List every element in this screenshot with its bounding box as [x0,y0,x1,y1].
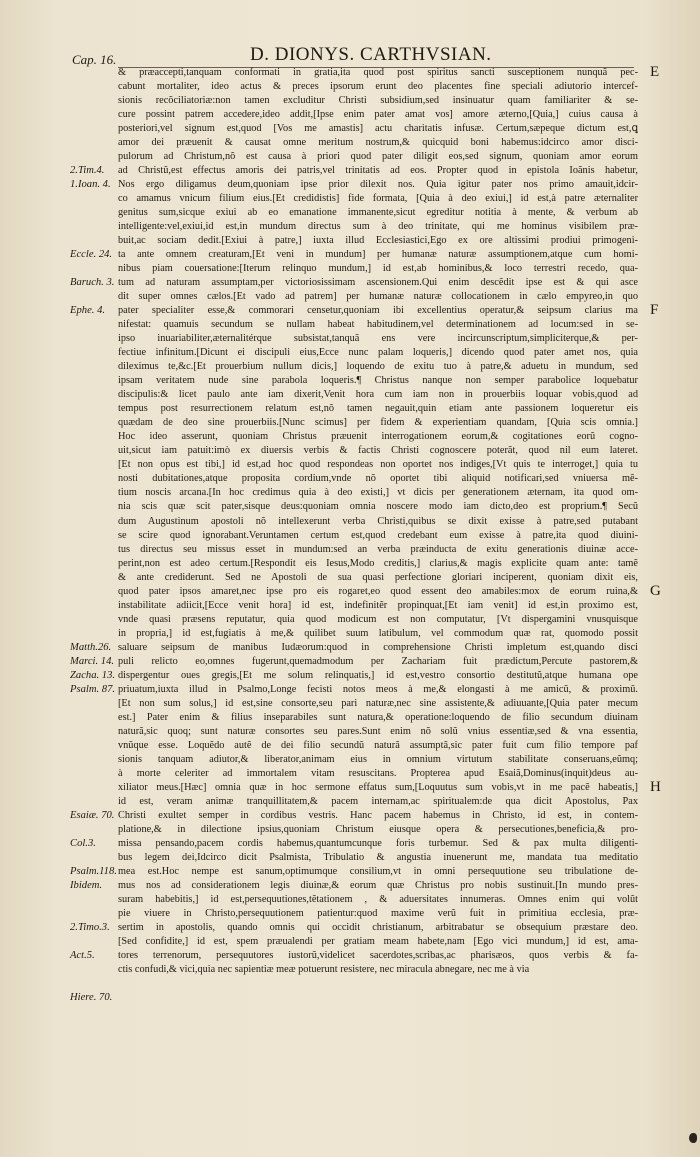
text-line: à morte celeriter ad immortalem vitam resuscitans. Propterea apud Esaiã,Dominus(inquit)deus au- [118,767,638,779]
text-line: ta ante omnem creaturam,[Et veni in mundum] per humanæ naturæ assumptionem,atque cum homi- [118,249,638,261]
text-line: ctis confudi,& vici,quia nec sapientiæ meæ potuerunt resistere, nec miracula abnegare, nec me à via [118,964,530,975]
text-line: co amamus vnicum filium eius.[Et credidistis] fide formata, [Quia à deo exiui,] id est,à patre æternaliter [118,193,638,205]
text-line: mus nos ad considerationem legis diuinæ,& eorum quæ Christus pro nobis sustinuit.[In mundo pres- [118,879,638,891]
text-line: [Et non sum solus,] id est,sine consorte,seu pari naturæ,nec sine assistente,& adiuuante,[Quia pater mecum [118,697,638,709]
text-line: naturã,sic quoq; sunt naturæ consortes seu pares.Sunt enim nõ solũ vnius essentiæ,sed & vna essentia, [118,725,638,737]
text-line: mea est.Hoc nempe est sanum,optimumque consilium,vt in omni persequutione seu tribulatione de- [118,865,638,877]
text-line: genitus sum,sicque exiui ab eo emanatione immanente,sicut egreditur notitia à mente, & verbum ab [118,207,638,219]
text-line: nifestat: quamuis secundum se nullam habeat habitudinem,vel determinationem ad locum:sed in se- [118,319,638,331]
text-line: quædam de deo sine prouerbiis.[Nunc scimus] per fidem & experientiam quandam, [Quia scis omnia.] [118,417,638,429]
margin-reference: Psalm.118. [70,866,117,878]
text-column [118,66,638,977]
margin-reference: Act.5. [70,950,95,962]
text-line: nia scis quæ scit pater,sisque deus:quoniam omnia noscere modo iam dicto,deo est proprium.¶ Secũ [118,501,638,513]
text-line: [Et non opus est tibi,] id est,ad hoc quod respondeas non oportet nos indiges,[Vt quis te interroget,] quia tu [118,459,638,471]
text-line: pulorum ad Christum,nõ est causa à priori quod pater diligit eos,sed signum, quoniam amor eorum [118,151,638,163]
margin-reference: Ephe. 4. [70,305,106,317]
margin-reference: 2.Timo.3. [70,922,110,934]
text-line: id est, veram animæ tranquillitatem,& pacem internam,ac spiritualem:de qua dicit Apostolus, Pax [118,795,638,807]
text-line: posteriori,vel signum est,quod [Vos me amastis] actu charitatis infusæ. Certum,sæpeque dictum est,ꝗ [118,123,638,135]
margin-reference: 1.Ioan. 4. [70,179,111,191]
text-line: tores terrenorum, persequutores iustorũ,videlicet sacerdotes,scribas,ac pharisæos, quos verbis & fa- [118,949,638,961]
text-line: nibus piam couersatione:[Iterum relinquo mundum,] id est,ab hominibus,& loco terrestri recedo, qua- [118,263,638,275]
section-letter: F [650,302,659,319]
margin-reference: Col.3. [70,838,96,850]
text-line: & præaccepti,tanquam conformati in gratia,ita quod post spiritus sancti susceptionem nunquã pec- [118,67,638,78]
text-line: dileximus te,&c.[Et prouerbium nullum dicis,] loquendo de exitu tuo à patre,& aduetu in mundum, sed [118,361,638,373]
text-line: dispergentur oues gregis,[Et me solum relinquatis,] id est,vestro consortio destitutũ,atque humana ope [118,669,638,681]
text-line: bus legem dei,Idcirco dicit Psalmista, Tribulatio & angustia inuenerunt me, mandata tua meditatio [118,851,638,863]
margin-reference: Marci. 14. [70,655,115,667]
text-line: platione,& in dilectione ipsius,quoniam Christum eiusque opera & persecutiones,beneficia,& pro- [118,823,638,835]
text-line: ipsam veritatem nude sine parabola loqueris.¶ Christus nanque non semper parabolice loquebatur [118,375,638,387]
text-line: ad Christũ,est effectus amoris dei patris,vel trinitatis ad eos. Propter quod in epistola Ioãnis habetur, [118,165,638,177]
text-line: instabilitate adiicit,[Ecce venit hora] id est, indefinitẽr propinquat,[Et iam venit] id est,in proximo est, [118,599,638,611]
text-line: & ante crediderunt. Sed ne Apostoli de sua quasi perfectione gloriari inciperent, quoniam dixit eis, [118,571,638,583]
text-line: xiliator meus.[Hæc] omnia quæ in hoc sermone effatus sum,[Loquutus sum vobis,vt in me pacẽ habeatis,] [118,781,638,793]
text-line: suram habebitis,] id est,persequutiones,tẽtationem , & aduersitates innumeras. Omnes enim qui volũt [118,893,638,905]
chapter-label: Cap. 16. [72,52,117,67]
text-line: fectiue infinitum.[Dicunt ei discipuli eius,Ecce nunc palam loqueris,] dicendo quod pater amet nos, quia [118,347,638,359]
text-line: tus directus seu missus esset in mundum:sed an verba præinducta de exitu generationis diuinæ acce- [118,543,638,555]
section-letter: H [650,779,661,796]
margin-reference: 2.Tim.4. [70,165,105,177]
text-line: quod pater ipsos amaret,nec ipse pro eis rogaret,eo quod essent deo amabiles:mox de eorum ruina,& [118,585,638,597]
text-line: priuatum,iuxta illud in Psalmo,Longe fecisti notos meos à me,& elongasti à me amicũ, & proximũ. [118,683,638,695]
text-line: tum ad naturam assumptam,per victoriosissimam ascensionem.Qui enim descẽdit ipse est & qui asce [118,277,638,289]
text-line: puli relicto eo,omnes fugerunt,quemadmodum per Zachariam fuit prædictum,Percute pastorem,& [118,655,638,667]
margin-reference: Esaiæ. 70. [70,810,115,822]
text-line: tium noscis arcana.[In hoc credimus quia à deo existi,] vt dicis per generationem æternam, ita quod om- [118,487,638,499]
text-line: [Sed confidite,] id est, spem præualendi per gratiam meam habete,nam [Ego vici mundum,] id est, ama- [118,935,638,947]
margin-reference: Hiere. 70. [70,992,113,1004]
margin-reference: Baruch. 3. [70,277,115,289]
text-line: discipulis:& licet paulo ante iam dixerit,Venit hora cum iam non in prouerbiis loquar vobis,quod ad [118,389,638,401]
margin-reference: Matth.26. [70,641,112,653]
text-line: se scire quod ignorabant.Veruntamen certum est,quod credebant eum exisse à patre,ita quod diuini- [118,529,638,541]
text-line: dit super omnes cælos.[Et vado ad patrem] per humanæ naturæ collocationem in cælo empyreo,in quo [118,291,638,303]
margin-reference: Zacha. 13. [70,669,116,681]
text-line: saluare seipsum de manibus Iudæorum:quod in comprehensione Christi impletum est,quando disci [118,641,638,653]
text-line: est.] Pater enim & filius inseparabiles sunt natura,& operatione:loquendo de filio secundum diuinam [118,711,638,723]
running-title: D. DIONYS. CARTHVSIAN. [250,44,492,65]
text-line: Nos ergo diligamus deum,quoniam ipse prior dilexit nos. Quia igitur pater nos primo amauit,idcir- [118,179,638,191]
text-line: pie viuere in Christo,persequutionem patientur:quod maxime verũ fuit in primitiua ecclesia, præ- [118,907,638,919]
text-line: cure possint patrem accedere,ideo addit,[Ipse enim pater amat vos] amore æterno,[Quia,] cuius causa à [118,109,638,121]
text-line: sionis tanquam adiutor,& liberator,animam eius in omnium virtutum stabilitate conseruans,eũmq; [118,753,638,765]
text-line: amor dei præuenit & causat omne meritum nostrum,& quicquid boni habemus:idcirco amor disci- [118,137,638,149]
text-line: perint,non est adeo certum.[Respondit eis Iesus,Modo creditis,] clarius,& magis explicite quam ante: tamẽ [118,557,638,569]
margin-reference: Eccle. 24. [70,249,113,261]
section-letter: E [650,64,660,80]
text-line: vnũque esse. Loquẽdo autẽ de dei filio secundũ naturã assumptã,sic pater fuit cum filio tempore paf [118,739,638,751]
text-line: tempus post resurrectionem relatum est,nõ tamen negauit,quin etiam ante passionem loqueretur eis [118,403,638,415]
text-line: ipso inuariabiliter,æternalitérque subsistat,tanquã ens vere incircunscriptum,simpliciterque,& per- [118,333,638,345]
text-line: intelligente:vel,exiui,id est,in mundum directus sum à deo trinitate, qui me hominus visibilem præ- [118,221,638,233]
text-line: nosti dubitationes,atque proposita cordium,vnde nõ oportet tibi aliquid notificari,sed vniuersa mẽ- [118,473,638,485]
section-letter: G [650,582,661,599]
text-line: Hoc ideo asserunt, quoniam Christus præuenit interrogationem eorum,& cogitationes eorũ cogno- [118,431,638,443]
text-line: pater specialiter esse,& commorari censetur,quoniam ibi excellentius operatur,& seipsum clarius ma [118,305,638,317]
text-line: in propria,] id est,fugiatis à me,& quilibet suum latibulum, vel commodum quæ rat, quomodo possit [118,627,638,639]
text-line: buit,ac sociam dedit.[Exiui à patre,] iuxta illud Ecclesiastici,Ego ex ore altissimi prodiui primogeni- [118,235,638,247]
text-line: cabunt mortaliter, ideo actus & preces ipsorum erunt deo placentes fine speciali adiutorio intercef- [118,81,638,93]
text-line: vnde quasi præsens reputatur, quia quod modicum est non computatur, [Vt dispergamini vnusquisque [118,613,638,625]
text-line: sionis recõciliatoriæ:non tamen excluditur Christi subsidium,sed insinuatur quam familiariter & se- [118,95,638,107]
text-line: uit,sicut iam patuit:imò ex diuersis verbis & factis Christi cognoscere poterãt, quod nil eum lateret. [118,445,638,457]
text-line: sertim in apostolis, quando omnis qui occidit christianum, arbitrabatur se obsequium præstare deo. [118,921,638,933]
margin-reference: Ibidem. [70,880,103,892]
text-line: missa pensando,pacem cordis habemus,quantumcunque foris turbemur. Sed & pax multa diligenti- [118,837,638,849]
margin-reference: Psalm. 87. [70,683,116,695]
text-line: dum Augustinum apostoli nõ intellexerunt verba Christi,quibus se dixit exisse à patre,sed putabant [118,515,638,527]
text-line: Christi exultet semper in cordibus vestris. Hanc pacem habemus in Christo, id est, in contem- [118,809,638,821]
ink-blot [689,1133,697,1143]
